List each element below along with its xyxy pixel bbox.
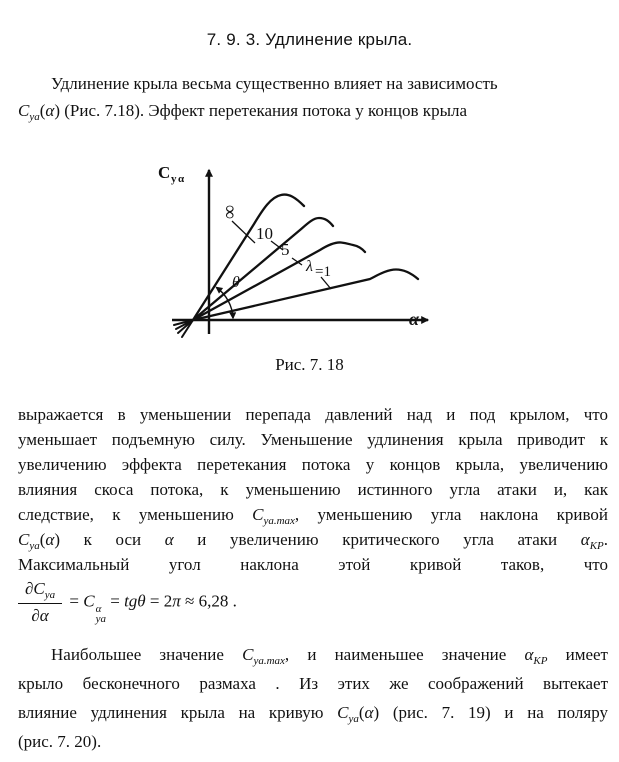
text-line: Удлинение крыла весьма существенно влияет на зависимость	[51, 74, 498, 93]
text-line: Наибольшее значение $C_{уа.max}$, и наименьшее значение $\alpha_{КР}$ имеет	[51, 645, 608, 667]
curve-label-lambda: λ	[306, 258, 313, 275]
text-line: Максимальный угол наклона этой кривой таков, что	[18, 555, 608, 574]
curve-label-lambda-eq: =1	[315, 264, 331, 280]
curve-label-10: 10	[256, 224, 273, 243]
section-title: 7. 9. 3. Удлинение крыла.	[206, 30, 413, 49]
y-axis-label-sub-alpha: α	[178, 173, 185, 185]
text-line: $C_{уа}(\alpha)$ к оси α и увеличению критического угла атаки $\alpha_{КР}$.	[18, 530, 608, 552]
paragraph-conclusion	[18, 640, 608, 756]
text-line: выражается в уменьшении перепада давлений над и под крылом, что	[18, 405, 608, 424]
text-line: следствие, к уменьшению $C_{уа.max}$, уменьшению угла наклона кривой	[18, 505, 608, 527]
y-axis-label-sub-y: y	[171, 173, 177, 185]
curve-label-5: 5	[281, 240, 290, 259]
cya-alpha-chart	[0, 148, 619, 350]
x-axis-label: α	[409, 309, 419, 329]
theta-label: θ	[232, 274, 240, 291]
text-line: влияния скоса потока, к уменьшению истинного угла атаки и, как	[18, 480, 608, 499]
text-line: увеличению эффекта перетекания потока у концов крыла, увеличению	[18, 455, 608, 474]
figure-7-18	[0, 148, 619, 350]
curve-lambda-1	[193, 270, 418, 321]
figure-caption: Рис. 7. 18	[275, 355, 344, 374]
text-line: (рис. 7. 20).	[18, 732, 102, 751]
text-line: уменьшает подъемную силу. Уменьшение удлинения крыла приводит к	[18, 430, 608, 449]
curve-label-infinity: ∞	[219, 204, 241, 220]
y-axis-label: C	[158, 163, 171, 182]
formula-lift-slope: $\frac{\partial C_{уа}}{\partial\alpha}$ = C α уа = tgθ = 2π ≈ 6,28 .	[18, 579, 237, 626]
text-line: $C_{уа}(\alpha)$ (Рис. 7.18). Эффект перетекания потока у концов крыла	[18, 101, 468, 123]
origin-tails	[174, 320, 193, 337]
paragraph-intro	[18, 70, 608, 124]
text-line: крыло бесконечного размаха . Из этих же соображений вытекает	[18, 674, 608, 693]
paragraph-main	[18, 402, 608, 577]
text-line: влияние удлинения крыла на кривую $C_{уа}(\alpha)$ (рис. 7. 19) и на поляру	[18, 703, 608, 725]
